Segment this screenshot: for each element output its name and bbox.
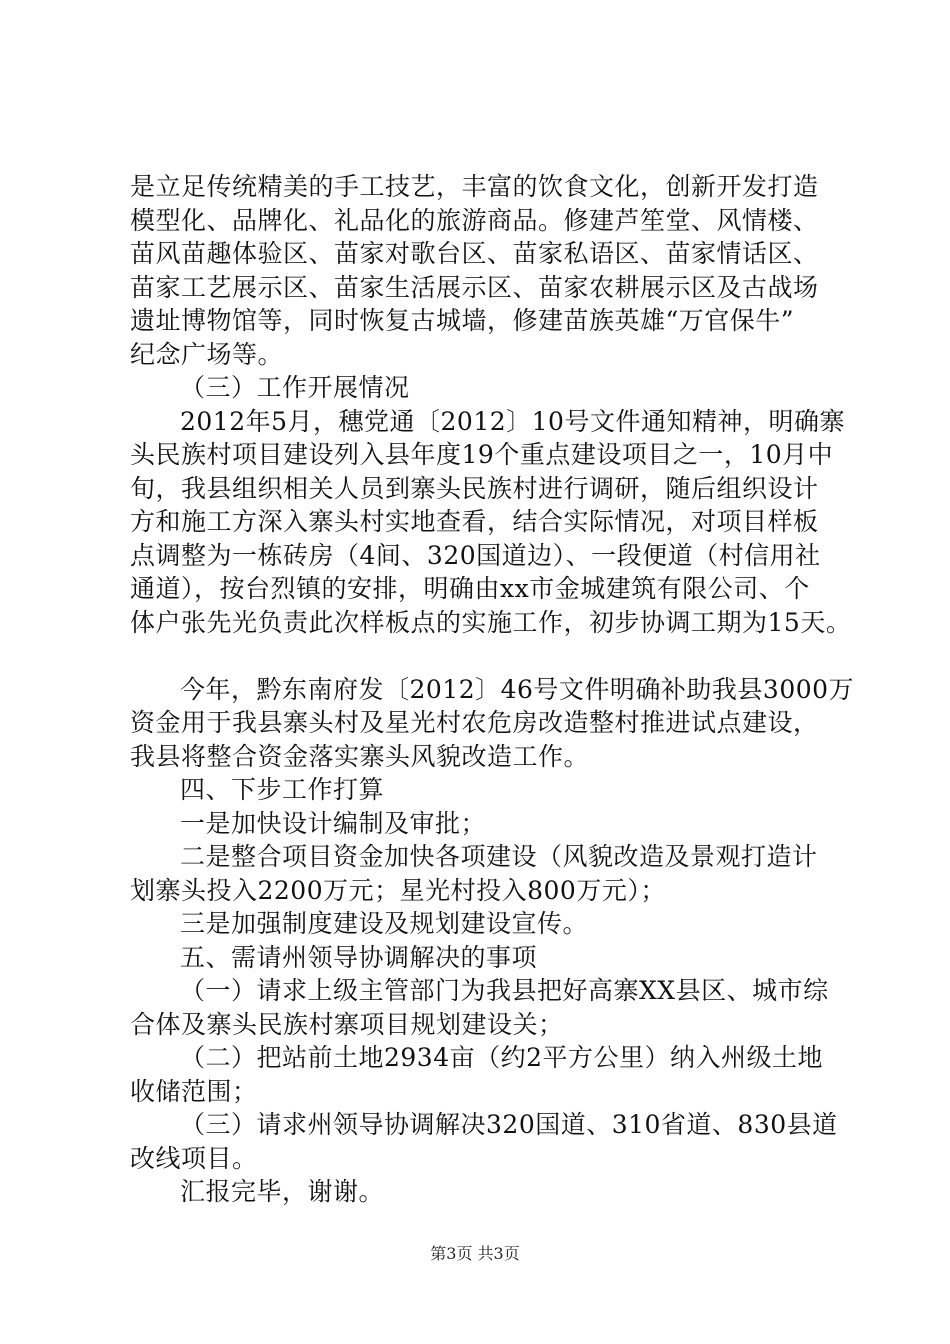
- paragraph-line: 2012年5月，穗党通〔2012〕10号文件通知精神，明确寨: [180, 406, 845, 436]
- paragraph-line: 合体及寨头民族村寨项目规划建设关；: [130, 1009, 564, 1039]
- paragraph-line: 方和施工方深入寨头村实地查看，结合实际情况，对项目样板: [130, 507, 819, 536]
- paragraph-line: 是立足传统精美的手工技艺，丰富的饮食文化，创新开发打造: [130, 172, 819, 201]
- list-item: （一）请求上级主管部门为我县把好高寨XX县区、城市综: [180, 976, 829, 1005]
- paragraph-line: 划寨头投入2200万元；星光村投入800万元）；: [130, 875, 666, 905]
- section-heading: 四、下步工作打算: [180, 775, 385, 804]
- paragraph-line: 点调整为一栋砖房（4间、320国道边）、一段便道（村信用社: [130, 540, 821, 570]
- list-item: 三是加强制度建设及规划建设宣传。: [180, 909, 589, 938]
- list-item: （二）把站前土地2934亩（约2平方公里）纳入州级土地: [180, 1043, 824, 1072]
- document-body: [130, 170, 855, 1209]
- paragraph-line: 旬，我县组织相关人员到寨头民族村进行调研，随后组织设计: [130, 473, 819, 503]
- paragraph-line: 收储范围；: [130, 1076, 258, 1106]
- paragraph-line: 体户张先光负责此次样板点的实施工作，初步协调工期为15天。: [130, 607, 852, 637]
- paragraph-line: 苗风苗趣体验区、苗家对歌台区、苗家私语区、苗家情话区、: [130, 239, 819, 268]
- section-heading: （三）工作开展情况: [180, 373, 410, 402]
- paragraph-line: 头民族村项目建设列入县年度19个重点建设项目之一，10月中: [130, 440, 834, 469]
- paragraph-line: 苗家工艺展示区、苗家生活展示区、苗家农耕展示区及古战场: [130, 272, 819, 302]
- paragraph-line: 遗址博物馆等，同时恢复古城墙，修建苗族英雄“万官保牛”: [130, 306, 795, 335]
- paragraph-line: 我县将整合资金落实寨头风貌改造工作。: [130, 741, 590, 771]
- paragraph-line: 纪念广场等。: [130, 339, 284, 369]
- blank-line: [130, 639, 850, 673]
- list-item: 一是加快设计编制及审批；: [180, 808, 487, 838]
- paragraph-line: 通道），按台烈镇的安排，明确由xx市金城建筑有限公司、个: [130, 574, 810, 603]
- section-heading: 五、需请州领导协调解决的事项: [180, 942, 538, 972]
- paragraph-line: 今年，黔东南府发〔2012〕46号文件明确补助我县3000万: [180, 674, 855, 704]
- paragraph-line: 资金用于我县寨头村及星光村农危房改造整村推进试点建设，: [130, 708, 819, 737]
- page-footer: 第3页 共3页: [430, 1244, 520, 1263]
- paragraph-line: 模型化、品牌化、礼品化的旅游商品。修建芦笙堂、风情楼、: [130, 205, 819, 235]
- list-item: （三）请求州领导协调解决320国道、310省道、830县道: [180, 1110, 838, 1139]
- paragraph-line: 改线项目。: [130, 1143, 258, 1173]
- closing-line: 汇报完毕，谢谢。: [180, 1177, 385, 1206]
- list-item: 二是整合项目资金加快各项建设（风貌改造及景观打造计: [180, 842, 818, 871]
